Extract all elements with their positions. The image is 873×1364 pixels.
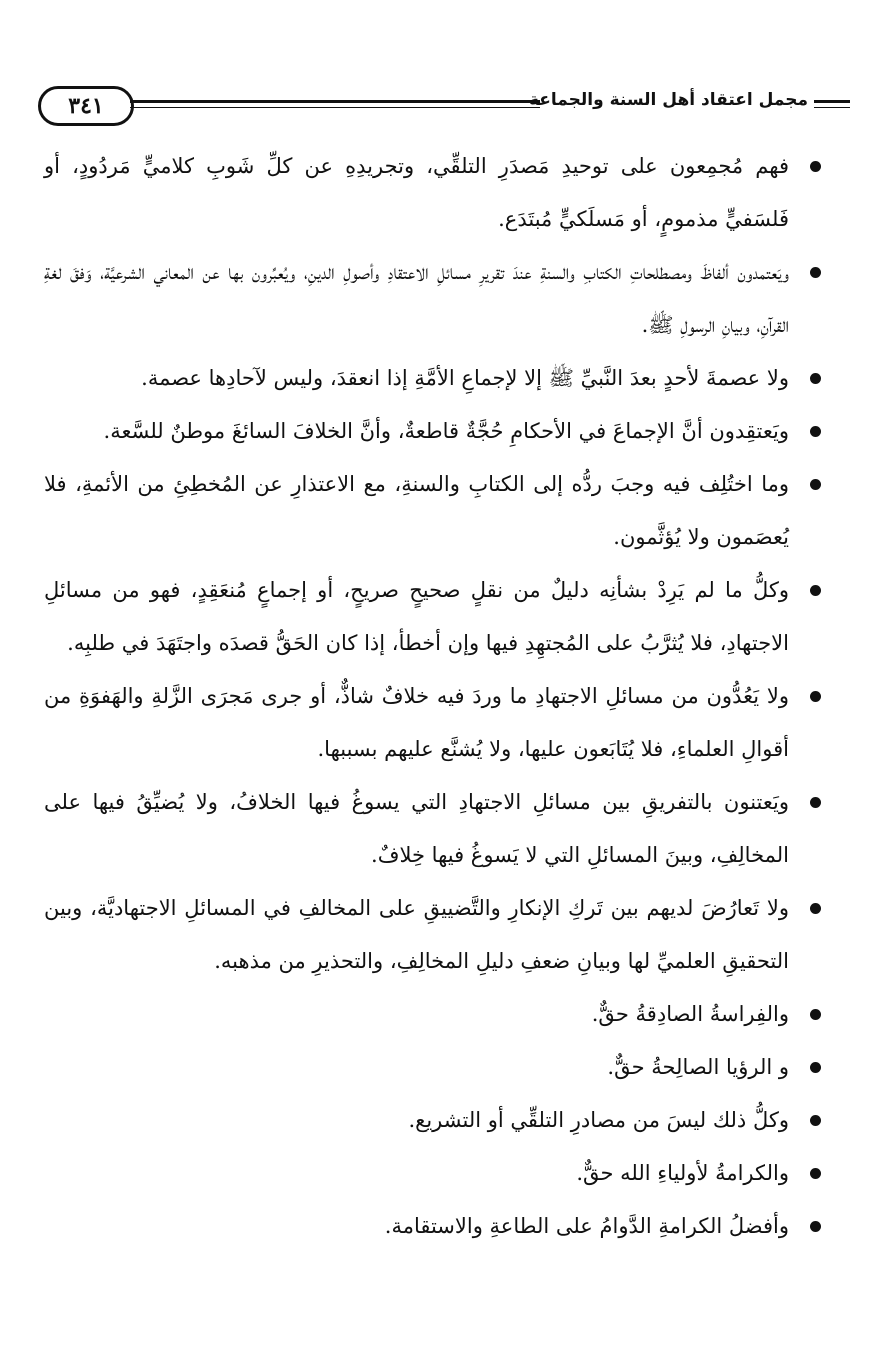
bullet-icon — [810, 479, 821, 490]
header-rule-thin — [130, 107, 540, 108]
list-item-text: ويَعتقِدون أنَّ الإجماعَ في الأحكامِ حُجَّةٌ قاطعةٌ، وأنَّ الخلافَ السائغَ موطنٌ للسَّعة. — [103, 419, 789, 443]
list-item-text: ولا يَعُدُّون من مسائلِ الاجتهادِ ما وردَ فيه خلافٌ شاذٌّ، أو جرى مَجرَى الزَّلةِ والهَفوَةِ من أقوالِ العلماءِ، فلا يُتَابَعون عليها، ولا يُشنَّع عليهم بسببها. — [44, 684, 789, 761]
list-item-text: وما اختُلِف فيه وجبَ ردُّه إلى الكتابِ والسنةِ، مع الاعتذارِ عن المُخطِئِ من الأئمةِ، فلا يُعصَمون ولا يُؤثَّمون. — [44, 472, 789, 549]
list-item — [44, 405, 829, 458]
list-item-text: ولا عصمةَ لأحدٍ بعدَ النَّبيِّ ﷺ إلا لإجماعِ الأمَّةِ إذا انعقدَ، وليس لآحادِها عصمة. — [141, 366, 789, 390]
list-item — [44, 1041, 829, 1094]
list-item — [44, 1200, 829, 1253]
bullet-icon — [810, 797, 821, 808]
list-item-text: ويَعتنون بالتفريقِ بين مسائلِ الاجتهادِ التي يسوغُ فيها الخلافُ، ولا يُضيِّقُ فيها على المخالِفِ، وبينَ المسائلِ التي لا يَسوغُ فيها خِلافٌ. — [44, 790, 789, 867]
bullet-icon — [810, 267, 821, 278]
header-title: مجمل اعتقاد أهل السنة والجماعة — [528, 90, 808, 110]
list-item — [44, 776, 829, 882]
bullet-icon — [810, 1221, 821, 1232]
bullet-icon — [810, 1168, 821, 1179]
header-rule-short-thick — [814, 100, 850, 103]
list-item-text: وكلُّ ما لم يَرِدْ بشأنِه دليلٌ من نقلٍ صحيحٍ صريحٍ، أو إجماعٍ مُنعَقِدٍ، فهو من مسائلِ الاجتهادِ، فلا يُثرَّبُ على المُجتهِدِ فيها وإن أخطأ، إذا كان الحَقُّ قصدَه واجتَهَدَ في طلبِه. — [44, 578, 789, 655]
list-item-text: والفِراسةُ الصادِقةُ حقٌّ. — [591, 1002, 789, 1026]
list-item — [44, 564, 829, 670]
list-item — [44, 882, 829, 988]
bullet-icon — [810, 1062, 821, 1073]
bullet-icon — [810, 903, 821, 914]
page-number: ٣٤١ — [38, 86, 134, 126]
bullet-icon — [810, 691, 821, 702]
bullet-icon — [810, 1009, 821, 1020]
running-header — [20, 86, 850, 130]
header-rule-thick — [130, 100, 540, 103]
bullet-icon — [810, 585, 821, 596]
bullet-icon — [810, 373, 821, 384]
list-item-text: ولا تَعارُضَ لديهم بين تَركِ الإنكارِ والتَّضييقِ على المخالفِ في المسائلِ الاجتهاديَّة، وبين التحقيقِ العلميِّ لها وبيانِ ضعفِ دليلِ المخالِفِ، والتحذيرِ من مذهبه. — [44, 896, 789, 973]
list-item — [44, 458, 829, 564]
list-item-text: وأفضلُ الكرامةِ الدَّوامُ على الطاعةِ والاستقامة. — [384, 1214, 789, 1238]
list-item — [44, 1147, 829, 1200]
list-item-text: ويَعتمدون ألفاظَ ومصطلحاتِ الكتابِ والسنةِ عندَ تقريرِ مسائلِ الاعتقادِ وأصولِ الدينِ، ويُعبِّرون بها عن المعاني الشرعيَّة، وَفقَ لغةِ القرآنِ، وبيانِ الرسولِ ﷺ. — [44, 260, 789, 337]
list-item — [44, 1094, 829, 1147]
list-item — [44, 140, 829, 246]
header-rule-short-thin — [814, 107, 850, 108]
bullet-icon — [810, 426, 821, 437]
bullet-icon — [810, 161, 821, 172]
list-item-text: وكلُّ ذلك ليسَ من مصادرِ التلقِّي أو التشريع. — [408, 1108, 789, 1132]
list-item — [44, 988, 829, 1041]
bullet-icon — [810, 1115, 821, 1126]
list-item-text: والكرامةُ لأولياءِ الله حقٌّ. — [576, 1161, 789, 1185]
list-item — [44, 670, 829, 776]
list-item-text: فهم مُجمِعون على توحيدِ مَصدَرِ التلقِّي، وتجريدِهِ عن كلِّ شَوبِ كلاميٍّ مَردُودٍ، أو فَلسَفيٍّ مذمومٍ، أو مَسلَكيٍّ مُبتَدَع. — [44, 154, 789, 231]
list-item-text: و الرؤيا الصالِحةُ حقٌّ. — [607, 1055, 789, 1079]
bullet-list — [44, 140, 829, 1253]
list-item — [44, 352, 829, 405]
list-item — [44, 246, 829, 352]
